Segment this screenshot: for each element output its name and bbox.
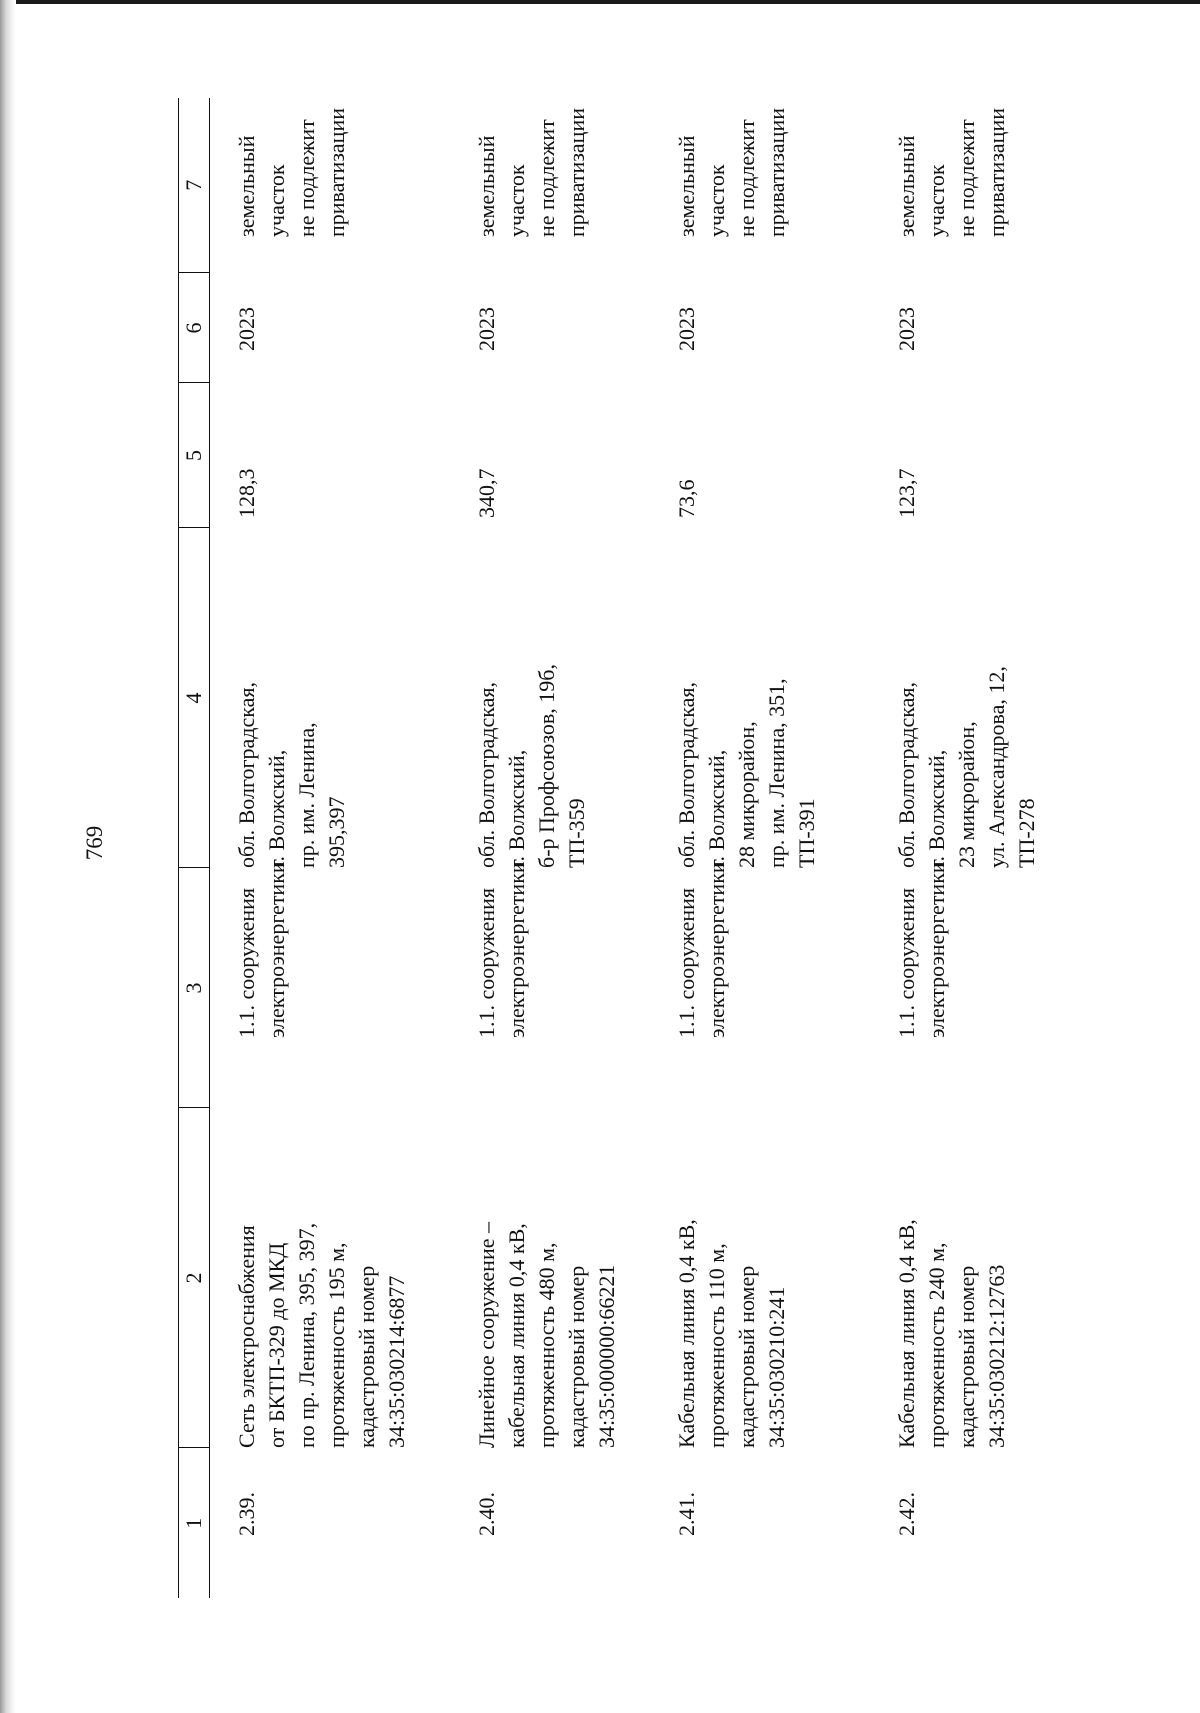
object-category-line: электроэнергетики [924,861,949,1038]
object-address-line: пр. им. Ленина, 351, [764,678,789,868]
property-table [178,98,1090,1598]
object-address-line: обл. Волгоградская, [474,682,499,868]
object-note-line: земельный [894,135,919,237]
object-value-cell: 123,7 [894,468,919,518]
object-category-line: электроэнергетики [264,861,289,1038]
page-number: 769 [82,825,107,861]
object-address-cell [430,528,650,868]
object-address-line: обл. Волгоградская, [674,682,699,868]
privatization-year-cell: 2023 [674,307,699,351]
object-note-cell [210,98,431,273]
row-number-cell: 2.40. [474,1492,499,1536]
object-value-cell: 73,6 [674,479,699,518]
object-note-line: участок [264,164,289,237]
object-description-line: протяженность 195 м, [324,1242,349,1448]
object-category-line: 1.1. сооружения [234,887,259,1038]
column-header-2: 2 [179,1108,210,1448]
object-description-cell [430,1108,650,1448]
object-description-line: протяженность 480 м, [534,1242,559,1448]
object-address-cell [870,528,1090,868]
table-row [870,98,1090,1598]
object-category-cell [430,861,650,1108]
object-note-line: приватизации [564,107,589,237]
object-note-cell [430,98,650,273]
object-note-line: приватизации [984,107,1009,237]
object-address-line: обл. Волгоградская, [234,682,259,868]
object-category-line: 1.1. сооружения [674,887,699,1038]
object-note-line: земельный [474,135,499,237]
object-description-line: 34:35:030210:241 [764,1286,789,1448]
object-address-line: пр. им. Ленина, [294,722,319,868]
object-note-cell [870,98,1090,273]
object-address-line: ТП-359 [564,798,589,868]
object-address-line: б-р Профсоюзов, 19б, [534,663,559,868]
table-body [210,98,1091,1598]
object-note-line: приватизации [324,107,349,237]
object-note-line: не подлежит [534,119,559,237]
object-note-line: не подлежит [734,119,759,237]
column-header-5: 5 [179,383,210,528]
object-category-line: электроэнергетики [504,861,529,1038]
object-description-line: кадастровый номер [564,1265,589,1448]
object-description-line: по пр. Ленина, 395, 397, [294,1222,319,1448]
privatization-year-cell: 2023 [894,307,919,351]
object-description-line: кадастровый номер [954,1265,979,1448]
object-description-line: Кабельная линия 0,4 кВ, [674,1219,699,1448]
object-category-cell [870,861,1090,1108]
row-number-cell: 2.39. [234,1492,259,1536]
row-number-cell: 2.41. [674,1492,699,1536]
object-description-cell [650,1108,870,1448]
object-description-line: от БКТП-329 до МКД [264,1242,289,1448]
object-address-cell [210,528,431,868]
object-note-line: приватизации [764,107,789,237]
object-category-line: 1.1. сооружения [894,887,919,1038]
object-address-line: ул. Александрова, 12, [984,666,1009,868]
object-address-line: г. Волжский, [704,749,729,868]
object-address-line: ТП-391 [794,798,819,868]
privatization-year-cell: 2023 [234,307,259,351]
object-address-line: г. Волжский, [924,749,949,868]
privatization-year-cell: 2023 [474,307,499,351]
header-row [179,98,210,1598]
row-number-cell: 2.42. [894,1492,919,1536]
object-description-line: кабельная линия 0,4 кВ, [504,1223,529,1448]
object-value-cell: 340,7 [474,468,499,518]
object-category-line: 1.1. сооружения [474,887,499,1038]
object-note-cell [650,98,870,273]
object-address-line: г. Волжский, [504,749,529,868]
column-header-3: 3 [179,868,210,1108]
object-note-line: участок [504,164,529,237]
object-note-line: не подлежит [954,119,979,237]
column-header-6: 6 [179,273,210,383]
object-category-cell [210,861,431,1108]
object-note-line: земельный [674,135,699,237]
object-address-line: 395,397 [324,796,349,868]
object-description-cell [210,1108,431,1448]
column-header-4: 4 [179,528,210,868]
object-address-line: 28 микрорайон, [734,721,759,868]
object-value-cell: 128,3 [234,468,259,518]
object-category-line: электроэнергетики [704,861,729,1038]
object-note-line: участок [704,164,729,237]
object-description-line: протяженность 110 м, [704,1243,729,1448]
object-address-line: ТП-278 [1014,798,1039,868]
object-description-line: протяженность 240 м, [924,1242,949,1448]
object-description-line: Сеть электроснабжения [234,1225,259,1448]
object-address-line: 23 микрорайон, [954,721,979,868]
column-header-7: 7 [179,98,210,273]
object-description-line: Кабельная линия 0,4 кВ, [894,1219,919,1448]
object-address-cell [650,528,870,868]
object-description-line: кадастровый номер [734,1265,759,1448]
object-category-cell [650,861,870,1108]
table-row [650,98,870,1598]
object-address-line: обл. Волгоградская, [894,682,919,868]
object-description-cell [870,1108,1090,1448]
object-note-line: не подлежит [294,119,319,237]
object-description-line: 34:35:000000:66221 [594,1264,619,1448]
object-description-line: Линейное сооружение – [474,1222,499,1448]
object-note-line: земельный [234,135,259,237]
object-description-line: 34:35:030214:6877 [384,1275,409,1448]
object-description-line: 34:35:030212:12763 [984,1264,1009,1448]
object-note-line: участок [924,164,949,237]
column-header-1: 1 [179,1448,210,1598]
object-description-line: кадастровый номер [354,1265,379,1448]
table-row [210,98,431,1598]
table-row [430,98,650,1598]
object-address-line: г. Волжский, [264,749,289,868]
